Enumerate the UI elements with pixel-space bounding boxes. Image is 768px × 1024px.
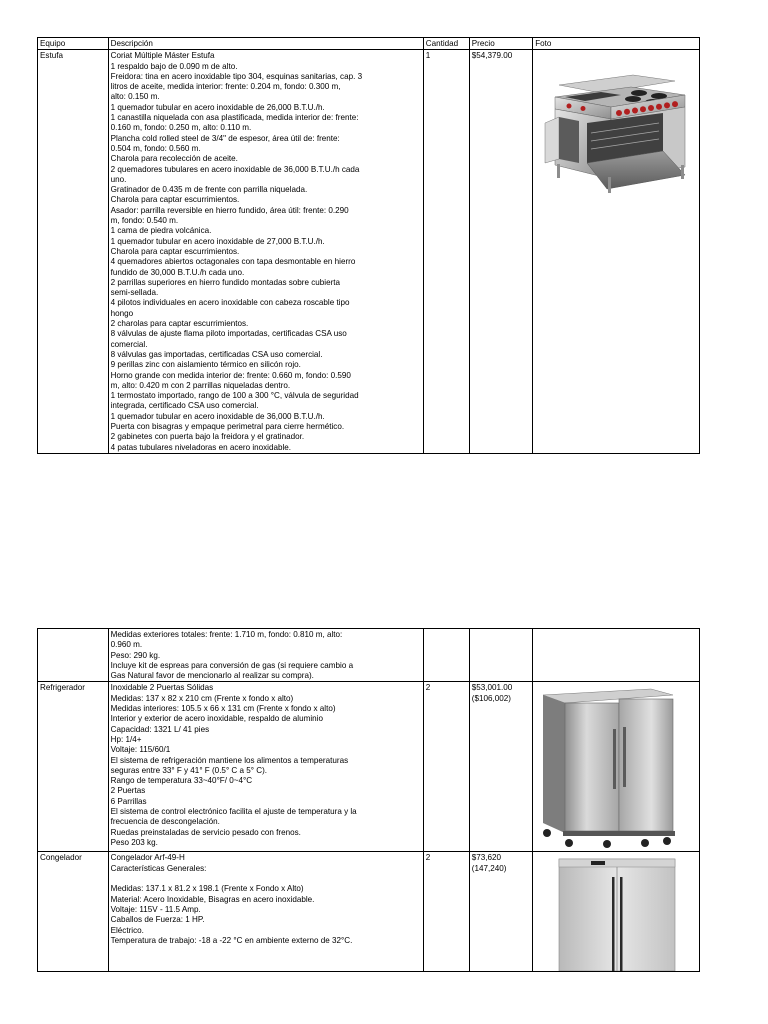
- description-line: Características Generales:: [110, 863, 207, 873]
- description-line: Voltaje: 115V - 11.5 Amp.: [110, 904, 201, 914]
- description-line: Congelador Arf-49-H: [110, 853, 185, 863]
- description-line: Medidas interiores: 105.5 x 66 x 131 cm (Frente x fondo x alto): [110, 704, 336, 714]
- description-line: Plancha cold rolled steel de 3/4" de espesor, área útil de: frente:: [110, 133, 340, 143]
- header-foto: Foto: [533, 38, 700, 50]
- precio-cell: [469, 629, 532, 682]
- description-line: semi-sellada.: [110, 288, 159, 298]
- description-line: 4 patas tubulares niveladoras en acero inoxidable.: [110, 442, 292, 452]
- description-line: Medidas: 137.1 x 81.2 x 198.1 (Frente x Fondo x Alto): [110, 884, 304, 894]
- equipo-cell: Estufa: [38, 50, 109, 454]
- precio-cell: [469, 852, 532, 972]
- description-line: 2 quemadores tubulares en acero inoxidable de 36,000 B.T.U./h cada: [110, 164, 360, 174]
- description-line: Puerta con bisagras y empaque perimetral para cierre hermético.: [110, 421, 345, 431]
- description-line: Rango de temperatura 33~40°F/ 0~4°C: [110, 776, 253, 786]
- description-line: 6 Parrillas: [110, 796, 147, 806]
- description-line: 8 válvulas de ajuste flama piloto importadas, certificadas CSA uso: [110, 329, 347, 339]
- description-line: Caballos de Fuerza: 1 HP.: [110, 915, 205, 925]
- description-line: fundido de 30,000 B.T.U./h cada uno.: [110, 267, 245, 277]
- description-line: seguras entre 33° F y 41° F (0.5° C a 5° C).: [110, 765, 268, 775]
- description-lines: [111, 683, 421, 848]
- stove-photo: [535, 51, 695, 211]
- precio-unit: $73,620: [471, 853, 502, 863]
- description-line: litros de aceite, medida interior: frente: 0.204 m, fondo: 0.300 m,: [110, 82, 341, 92]
- description-line: Peso: 290 kg.: [110, 650, 161, 660]
- equipo-cell: Congelador: [38, 852, 109, 972]
- refrigerator-photo: [535, 683, 695, 851]
- freezer-photo: [535, 853, 695, 971]
- description-line: 2 gabinetes con puerta bajo la freidora y el gratinador.: [110, 432, 305, 442]
- description-line: m, fondo: 0.540 m.: [110, 216, 179, 226]
- description-line: Material: Acero Inoxidable, Bisagras en acero inoxidable.: [110, 894, 315, 904]
- description-line: 1 quemador tubular en acero inoxidable de 36,000 B.T.U./h.: [110, 411, 325, 421]
- precio-total: (147,240): [471, 863, 507, 873]
- description-line: Medidas: 137 x 82 x 210 cm (Frente x fondo x alto): [110, 693, 294, 703]
- description-cell: [108, 852, 423, 972]
- description-line: Asador: parrilla reversible en hierro fundido, área útil: frente: 0.290: [110, 205, 349, 215]
- description-line: Ruedas preinstaladas de servicio pesado con frenos.: [110, 827, 301, 837]
- photo-cell: [533, 50, 700, 454]
- description-line: 0.504 m, fondo: 0.560 m.: [110, 143, 201, 153]
- table-row-refrigerador: [38, 682, 700, 852]
- description-line: Horno grande con medida interior de: frente: 0.660 m, fondo: 0.590: [110, 370, 351, 380]
- header-precio: Precio: [469, 38, 532, 50]
- description-line: 0.960 m.: [110, 640, 143, 650]
- description-line: 8 válvulas gas importadas, certificadas CSA uso comercial.: [110, 349, 323, 359]
- description-line: Peso 203 kg.: [110, 837, 158, 847]
- description-line: frecuencia de descongelación.: [110, 817, 220, 827]
- description-cell: [108, 50, 423, 454]
- table-row-estufa: [38, 50, 700, 454]
- precio-cell: $54,379.00: [469, 50, 532, 454]
- description-line: 4 quemadores abiertos octagonales con tapa desmontable en hierro: [110, 257, 356, 267]
- description-line: Incluye kit de espreas para conversión de gas (si requiere cambio a: [110, 660, 354, 670]
- precio-total: ($106,002): [471, 693, 511, 703]
- equipo-cell: Refrigerador: [38, 682, 109, 852]
- equipo-cell: [38, 629, 109, 682]
- description-line: [111, 874, 421, 884]
- cantidad-cell: 2: [423, 682, 469, 852]
- photo-cell: [533, 629, 700, 682]
- header-equipo: Equipo: [38, 38, 109, 50]
- description-line: 2 parrillas superiores en hierro fundido montadas sobre cubierta: [110, 277, 341, 287]
- photo-cell: [533, 852, 700, 972]
- description-line: Eléctrico.: [110, 925, 144, 935]
- description-line: Gratinador de 0.435 m de frente con parrilla niquelada.: [110, 185, 308, 195]
- photo-cell: [533, 682, 700, 852]
- cantidad-cell: 2: [423, 852, 469, 972]
- table-header-row: [38, 38, 700, 50]
- table-row-congelador: [38, 852, 700, 972]
- description-line: Charola para captar escurrimientos.: [110, 195, 240, 205]
- description-cell: [108, 629, 423, 682]
- description-line: Freidora: tina en acero inoxidable tipo 304, esquinas sanitarias, cap. 3: [110, 71, 363, 81]
- header-cantidad: Cantidad: [423, 38, 469, 50]
- description-line: comercial.: [110, 339, 148, 349]
- description-line: integrada, certificado CSA uso comercial.: [110, 401, 259, 411]
- description-line: Gas Natural favor de mencionarlo al realizar su compra).: [110, 671, 314, 681]
- description-line: Coriat Múltiple Máster Estufa: [110, 51, 215, 61]
- description-lines: [111, 853, 421, 946]
- description-line: 9 perillas zinc con aislamiento térmico en silicón rojo.: [110, 360, 301, 370]
- description-line: 1 respaldo bajo de 0.090 m de alto.: [110, 61, 238, 71]
- table-row-continuation: [38, 629, 700, 682]
- header-descripcion: Descripción: [108, 38, 423, 50]
- equipment-table-page-2: [37, 628, 700, 972]
- description-line: 1 canastilla niquelada con asa plastificada, medida interior de: frente:: [110, 113, 359, 123]
- description-line: Charola para recolección de aceite.: [110, 154, 238, 164]
- description-line: Inoxidable 2 Puertas Sólidas: [110, 683, 214, 693]
- description-line: 1 cama de piedra volcánica.: [110, 226, 212, 236]
- equipment-table-page-1: [37, 37, 700, 454]
- description-cell: [108, 682, 423, 852]
- description-line: 2 Puertas: [110, 786, 146, 796]
- description-line: 1 quemador tubular en acero inoxidable de 27,000 B.T.U./h.: [110, 236, 325, 246]
- description-line: 4 pilotos individuales en acero inoxidable con cabeza roscable tipo: [110, 298, 350, 308]
- description-line: 1 termostato importado, rango de 100 a 300 °C, válvula de seguridad: [110, 391, 359, 401]
- description-line: alto: 0.150 m.: [110, 92, 160, 102]
- precio-unit: $53,001.00: [471, 683, 513, 693]
- cantidad-cell: 1: [423, 50, 469, 454]
- description-lines: [111, 51, 421, 453]
- description-line: uno.: [110, 174, 127, 184]
- description-lines: [111, 630, 421, 681]
- description-line: Interior y exterior de acero inoxidable, respaldo de aluminio: [110, 714, 323, 724]
- description-line: Voltaje: 115/60/1: [110, 745, 171, 755]
- description-line: El sistema de refrigeración mantiene los alimentos a temperaturas: [110, 755, 349, 765]
- description-line: m, alto: 0.420 m con 2 parrillas niqueladas dentro.: [110, 380, 291, 390]
- description-line: 2 charolas para captar escurrimientos.: [110, 319, 249, 329]
- description-line: hongo: [110, 308, 134, 318]
- description-line: 1 quemador tubular en acero inoxidable de 26,000 B.T.U./h.: [110, 102, 325, 112]
- description-line: 0.160 m, fondo: 0.250 m, alto: 0.110 m.: [110, 123, 252, 133]
- description-line: Temperatura de trabajo: -18 a -22 °C en ambiente externo de 32°C.: [110, 935, 353, 945]
- description-line: Hp: 1/4+: [110, 734, 142, 744]
- description-line: Medidas exteriores totales: frente: 1.710 m, fondo: 0.810 m, alto:: [110, 630, 343, 639]
- cantidad-cell: [423, 629, 469, 682]
- description-line: Charola para captar escurrimientos.: [110, 246, 240, 256]
- precio-cell: [469, 682, 532, 852]
- description-line: El sistema de control electrónico facilita el ajuste de temperatura y la: [110, 807, 357, 817]
- description-line: Capacidad: 1321 L/ 41 pies: [110, 724, 210, 734]
